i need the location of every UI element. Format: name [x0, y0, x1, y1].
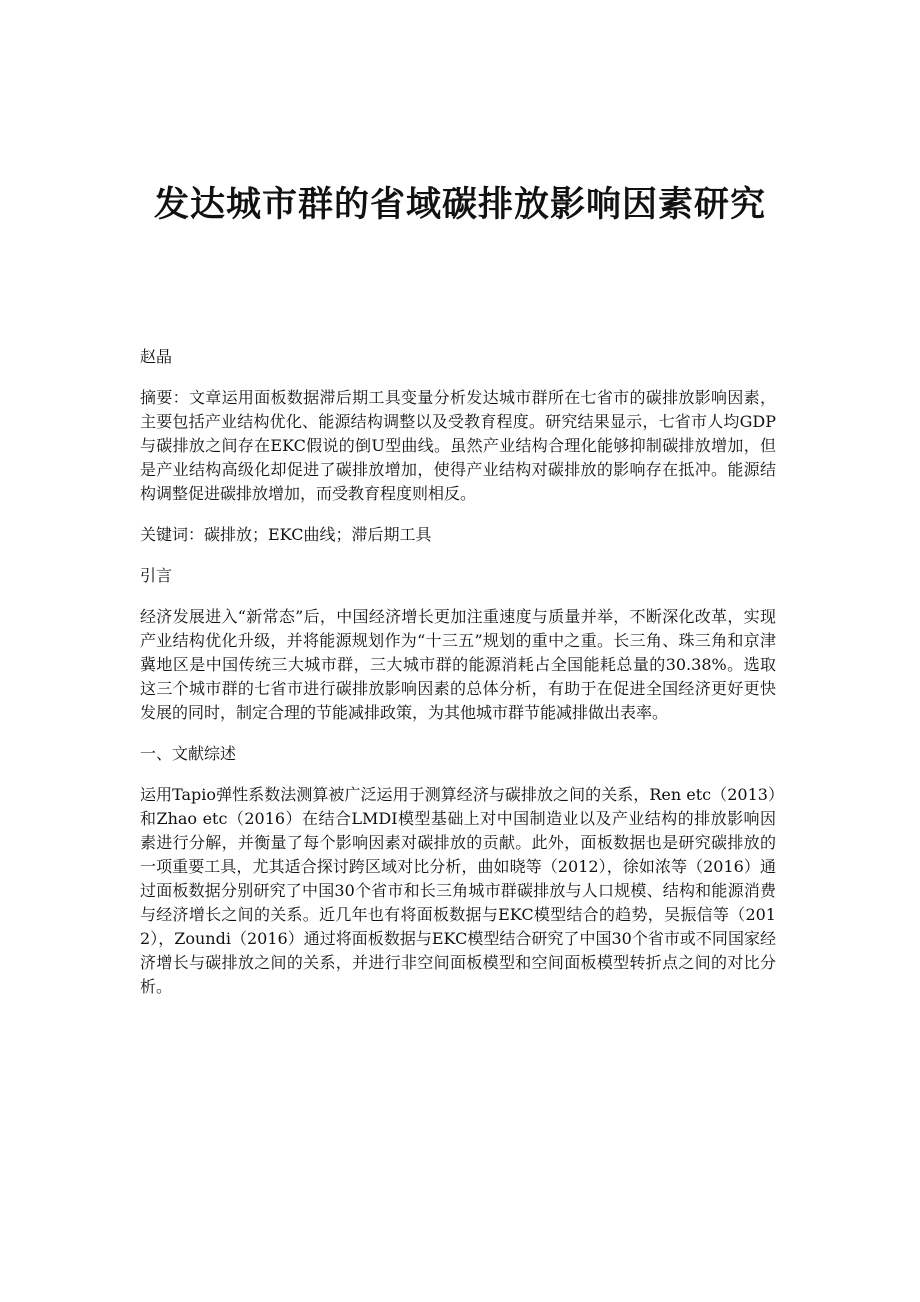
abstract-paragraph: 摘要：文章运用面板数据滞后期工具变量分析发达城市群所在七省市的碳排放影响因素，主要包括产业结构优化、能源结构调整以及受教育程度。研究结果显示，七省市人均GDP与碳排放之间存在EKC假说的倒U型曲线。虽然产业结构合理化能够抑制碳排放增加，但是产业结构高级化却促进了碳排放增加，使得产业结构对碳排放的影响存在抵冲。能源结构调整促进碳排放增加，而受教育程度则相反。: [140, 388, 776, 503]
keywords-line: 关键词：碳排放；EKC曲线；滞后期工具: [140, 525, 432, 544]
document-title: 发达城市群的省域碳排放影响因素研究: [153, 184, 766, 225]
author-name: 赵晶: [140, 347, 173, 366]
literature-review-paragraph: 运用Tapio弹性系数法测算被广泛运用于测算经济与碳排放之间的关系，Ren etc（2013）和Zhao etc（2016）在结合LMDI模型基础上对中国制造业以及产业结构的排放影响因素进行分解，并衡量了每个影响因素对碳排放的贡献。此外，面板数据也是研究碳排放的一项重要工具，尤其适合探讨跨区域对比分析，曲如晓等（2012），徐如浓等（2016）通过面板数据分别研究了中国30个省市和长三角城市群碳排放与人口规模、结构和能源消费与经济增长之间的关系。近几年也有将面板数据与EKC模型结合的趋势，吴振信等（2012），Zoundi（2016）通过将面板数据与EKC模型结合研究了中国30个省市或不同国家经济增长与碳排放之间的关系，并进行非空间面板模型和空间面板模型转折点之间的对比分析。: [140, 785, 776, 996]
intro-paragraph: 经济发展进入“新常态”后，中国经济增长更加注重速度与质量并举，不断深化改革，实现产业结构优化升级，并将能源规划作为“十三五”规划的重中之重。长三角、珠三角和京津冀地区是中国传统三大城市群，三大城市群的能源消耗占全国能耗总量的30.38%。选取这三个城市群的七省市进行碳排放影响因素的总体分析，有助于在促进全国经济更好更快发展的同时，制定合理的节能减排政策，为其他城市群节能减排做出表率。: [140, 607, 776, 722]
intro-heading: 引言: [140, 566, 173, 585]
section-heading-literature-review: 一、文献综述: [140, 744, 237, 763]
document-body: [140, 345, 776, 1016]
